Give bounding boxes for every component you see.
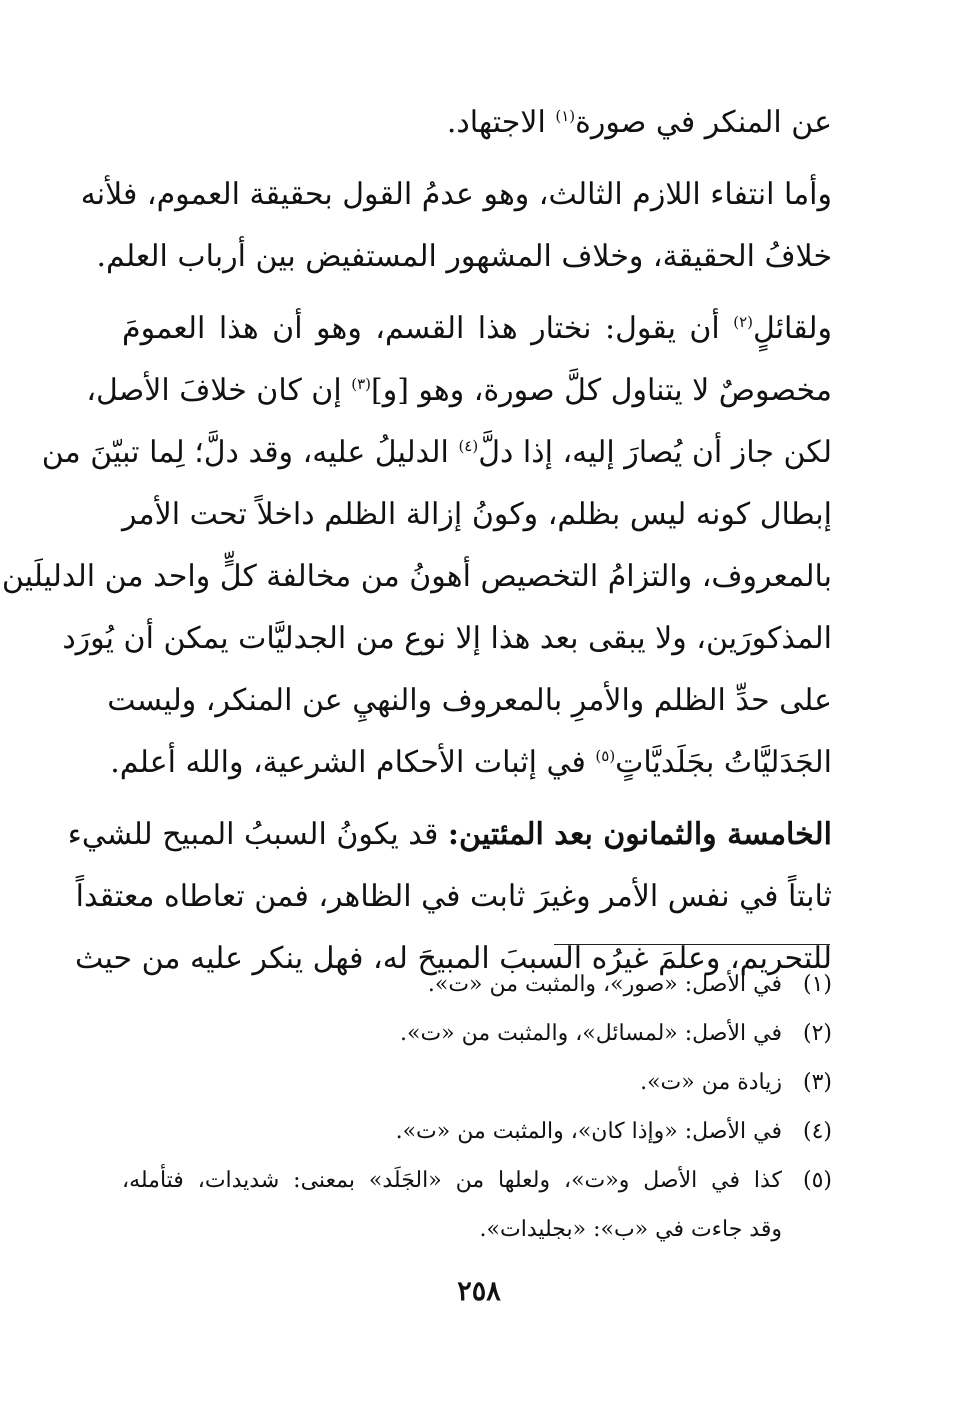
text-run: عن المنكر في صورة (575, 105, 832, 140)
text-line (1, 546, 832, 608)
text-run: قد يكونُ السببُ المبيح للشيء (67, 817, 448, 852)
footnote-number: (٥) (802, 1168, 832, 1193)
text-line (122, 92, 832, 154)
text-line (67, 804, 832, 866)
text-run: إبطال كونه ليس بظلم، وكونُ إزالة الظلم داخلاً تحت الأمر (122, 497, 832, 532)
footnote-item (122, 1156, 832, 1254)
footnote-line: وقد جاءت في «ب»: «بجليدات». (479, 1217, 782, 1242)
section-heading: الخامسة والثمانون بعد المئتين: (447, 817, 832, 852)
text-run: الدليلُ عليه، وقد دلَّ؛ لِما تبيّنَ من (41, 435, 459, 470)
text-run: خلافُ الحقيقة، وخلاف المشهور المستفيض بين أرباب العلم. (96, 239, 832, 274)
footnote-marker: (١) (555, 107, 576, 125)
text-run: ولقائلٍ (752, 311, 832, 346)
text-run: المذكورَين، ولا يبقى بعد هذا إلا نوع من الجدليَّات يمكن أن يُورَد (62, 621, 832, 656)
footnote-text (122, 1107, 782, 1156)
footnote-line: في الأصل: «صور»، والمثبت من «ت». (427, 972, 782, 997)
footnote-number: (٤) (802, 1119, 832, 1144)
text-run: ثابتاً في نفس الأمر وغيرَ ثابت في الظاهر، فمن تعاطاه معتقداً (75, 879, 832, 914)
footnote-marker: (٥) (595, 747, 616, 765)
paragraph (80, 164, 832, 288)
footnote-line: كذا في الأصل و«ت»، ولعلها من «الجَلَد» بمعنى: شديدات، فتأمله، (122, 1168, 782, 1193)
footnote-number: (٣) (802, 1070, 832, 1095)
text-line (80, 164, 832, 226)
paragraph (122, 92, 832, 154)
text-line (41, 422, 832, 484)
text-run: بالمعروف، والتزامُ التخصيص أهونُ من مخالفة كلٍّ واحد من الدليلَين (1, 559, 832, 594)
footnote-marker: (٤) (458, 437, 479, 455)
text-run: وأما انتفاء اللازم الثالث، وهو عدمُ القول بحقيقة العموم، فلأنه (80, 177, 832, 212)
page-number: ٢٥٨ (457, 1276, 501, 1307)
text-line (86, 360, 832, 422)
text-run: إن كان خلافَ الأصل، (86, 373, 352, 408)
text-line (75, 866, 832, 928)
footnote-text (122, 960, 782, 1009)
footnote-item (122, 1009, 832, 1058)
footnote-separator (554, 944, 830, 945)
text-run: في إثبات الأحكام الشرعية، والله أعلم. (110, 745, 596, 780)
text-run: الاجتهاد. (446, 105, 556, 140)
footnotes (122, 960, 832, 1254)
footnote-marker: (٢) (733, 313, 753, 331)
footnote-text (122, 1156, 782, 1254)
text-run: على حدِّ الظلم والأمرِ بالمعروف والنهيِ عن المنكر، وليست (107, 683, 832, 718)
text-line (110, 732, 832, 794)
main-text (1, 92, 832, 1000)
text-run: للتحريم، وعلمَ غيرُه السببَ المبيحَ له، فهل ينكر عليه من حيث (75, 941, 832, 976)
text-run: الجَدَليَّاتُ بجَلَديَّاتٍ (615, 745, 832, 780)
text-run: أن يقول: نختار هذا القسم، وهو أن هذا العمومَ (122, 311, 734, 346)
footnote-marker: (٣) (351, 375, 371, 393)
footnote-line: زيادة من «ت». (640, 1070, 782, 1095)
text-line (107, 670, 832, 732)
paragraph (1, 298, 832, 794)
footnote-item (122, 1107, 832, 1156)
text-run: مخصوصٌ لا يتناول كلَّ صورة، وهو [و] (371, 373, 832, 408)
footnote-text (122, 1009, 782, 1058)
text-line (96, 226, 832, 288)
text-run: لكن جاز أن يُصارَ إليه، إذا دلَّ (478, 435, 832, 470)
footnote-item (122, 1058, 832, 1107)
footnote-text (122, 1058, 782, 1107)
footnote-line: في الأصل: «وإذا كان»، والمثبت من «ت». (395, 1119, 782, 1144)
footnote-number: (٢) (802, 1021, 832, 1046)
footnote-item (122, 960, 832, 1009)
text-line (62, 608, 832, 670)
text-line (122, 484, 832, 546)
footnote-line: في الأصل: «لمسائل»، والمثبت من «ت». (400, 1021, 782, 1046)
text-line (122, 298, 832, 360)
footnote-number: (١) (802, 972, 832, 997)
